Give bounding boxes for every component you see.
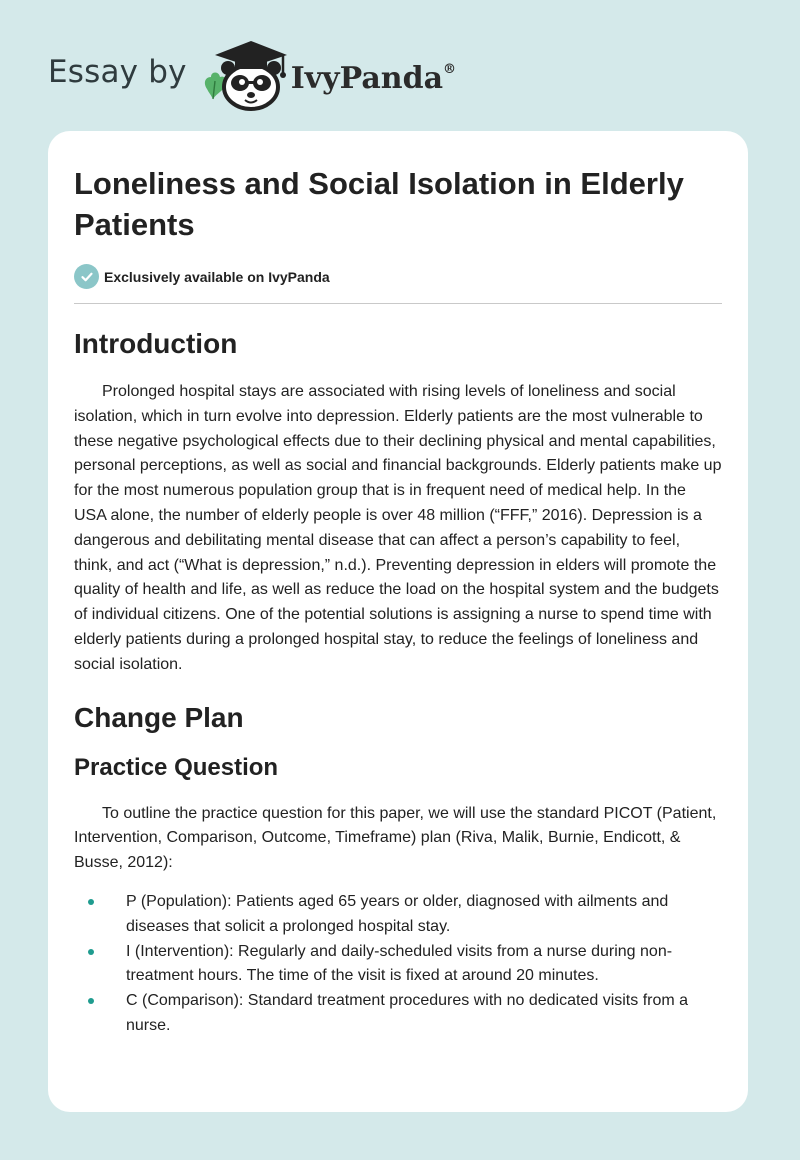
practice-question-paragraph: To outline the practice question for this paper, we will use the standard PICOT (Patient, Intervention, Comparison, Outcome, Timeframe) plan (Riva, Malik, Burnie, Endicott, & Busse, 2012):: [74, 804, 717, 872]
panda-graduate-icon: [199, 37, 289, 111]
page-title: Loneliness and Social Isolation in Elderly Patients: [74, 166, 684, 242]
list-item: I (Intervention): Regularly and daily-scheduled visits from a nurse during non-treatment hours. The time of the visit is fixed at around 20 minutes.: [74, 940, 722, 990]
list-item: C (Comparison): Standard treatment procedures with no dedicated visits from a nurse.: [74, 989, 722, 1039]
brand-header[interactable]: [48, 34, 468, 114]
brand-name: IvyPanda®: [290, 60, 457, 96]
subsection-heading-practice-question: Practice Question: [74, 753, 279, 781]
check-icon: [74, 264, 99, 289]
picot-list: [74, 890, 722, 1039]
exclusive-badge: [74, 264, 722, 289]
essay-card: [48, 131, 748, 1112]
trademark: ®: [443, 61, 457, 77]
introduction-paragraph: Prolonged hospital stays are associated with rising levels of loneliness and social isolation, which in turn evolve into depression. Elderly patients are the most vulnerable to these negative psychological effects due to their declining physical and mental capabilities, personal perceptions, as well as social and financial backgrounds. Elderly patients make up for the most numerous population group that is in frequent need of medical help. In the USA alone, the number of elderly people is over 48 million (“FFF,” 2016). Depression is a dangerous and debilitating mental disease that can affect a person’s capability to feel, think, and act (“What is depression,” n.d.). Preventing depression in elders will promote the quality of health and life, as well as reduce the load on the hospital system and the budgets of individual citizens. One of the potential solutions is assigning a nurse to spend time with elderly patients during a prolonged hospital stay, to reduce the feelings of loneliness and social isolation.: [74, 383, 722, 673]
brand-prefix: Essay by: [48, 54, 187, 90]
section-heading-change-plan: Change Plan: [74, 701, 244, 733]
badge-text: Exclusively available on IvyPanda: [104, 268, 330, 285]
section-heading-introduction: Introduction: [74, 328, 238, 359]
list-item: P (Population): Patients aged 65 years or older, diagnosed with ailments and diseases that solicit a prolonged hospital stay.: [74, 890, 722, 940]
title-divider: [74, 303, 722, 304]
